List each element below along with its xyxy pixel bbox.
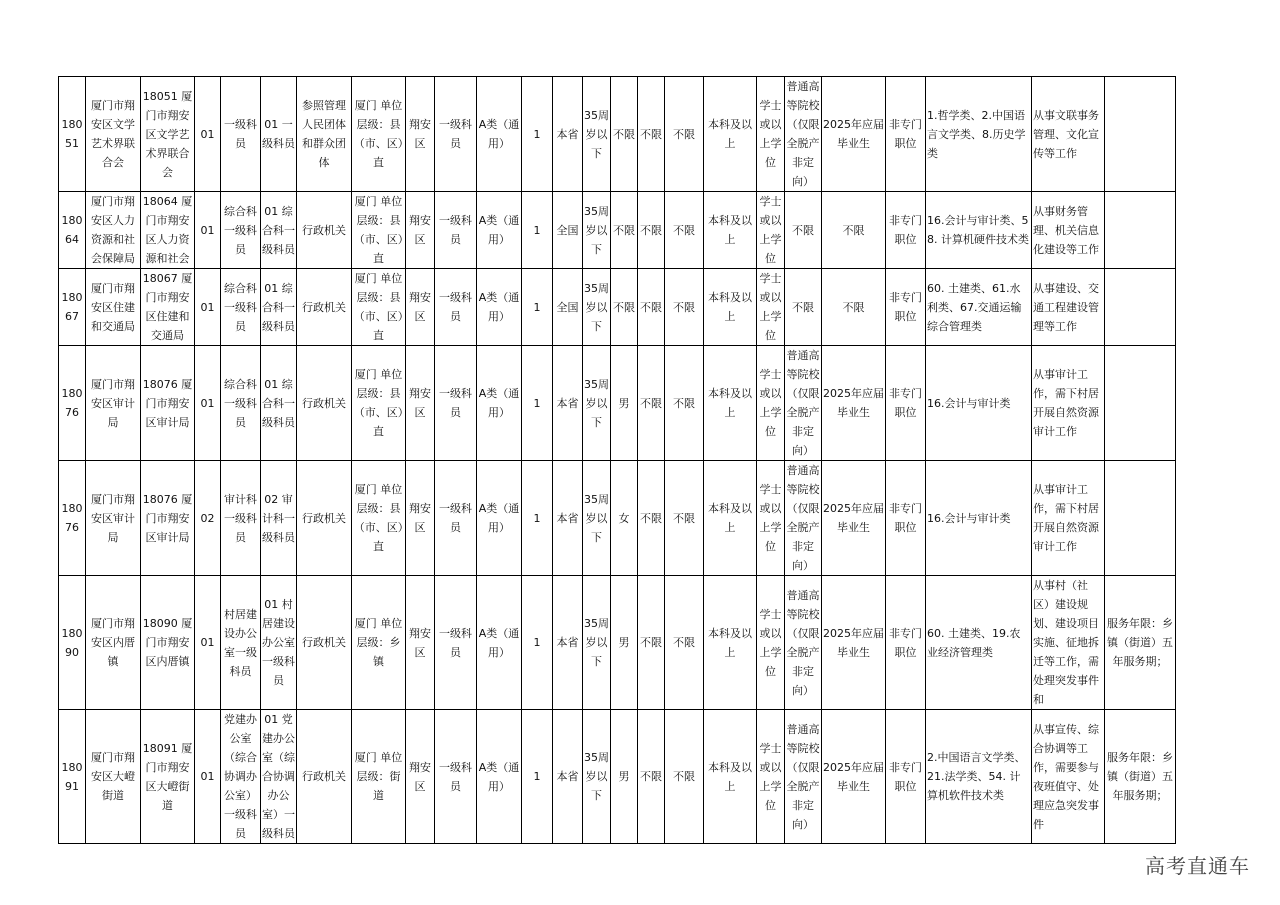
cell-work-location: 翔安区 [406, 461, 435, 576]
cell-notes: 服务年限：乡镇（街道）五年服务期； [1105, 576, 1176, 710]
cell-political-status: 不限 [665, 77, 704, 192]
cell-employer: 厦门市翔安区住建和交通局 [86, 269, 141, 346]
cell-employer: 厦门市翔安区大嶝街道 [86, 710, 141, 844]
cell-age: 35周岁以下 [583, 461, 611, 576]
cell-job-duties: 从事财务管理、机关信息化建设等工作 [1032, 192, 1105, 269]
cell-notes [1105, 461, 1176, 576]
cell-exam-category: A类（通用） [477, 269, 522, 346]
cell-position-code-name: 01 综合科一级科员 [261, 269, 297, 346]
cell-position-number: 01 [195, 77, 221, 192]
cell-rank: 一级科员 [435, 576, 477, 710]
cell-gender: 男 [611, 576, 638, 710]
cell-position-name: 综合科一级科员 [221, 269, 261, 346]
cell-work-location: 翔安区 [406, 710, 435, 844]
cell-degree: 学士或以上学位 [757, 269, 785, 346]
cell-work-location: 翔安区 [406, 192, 435, 269]
cell-unit-level: 厦门 单位层级：县（市、区）直 [352, 77, 406, 192]
cell-position-number: 01 [195, 192, 221, 269]
cell-position-code: 18051 [59, 77, 86, 192]
cell-notes [1105, 346, 1176, 461]
cell-rank: 一级科员 [435, 346, 477, 461]
cell-position-type: 非专门职位 [886, 77, 926, 192]
cell-household-scope: 本省 [553, 346, 583, 461]
cell-major: 16.会计与审计类 [926, 461, 1032, 576]
cell-position-name: 党建办公室（综合协调办公室）一级科员 [221, 710, 261, 844]
cell-degree: 学士或以上学位 [757, 461, 785, 576]
table-row [59, 710, 1176, 844]
cell-political-status: 不限 [665, 710, 704, 844]
cell-employer: 厦门市翔安区人力资源和社会保障局 [86, 192, 141, 269]
cell-position-number: 01 [195, 576, 221, 710]
cell-position-code: 18091 [59, 710, 86, 844]
cell-job-duties: 从事村（社区）建设规划、建设项目实施、征地拆迁等工作，需处理突发事件和 [1032, 576, 1105, 710]
cell-position-type: 非专门职位 [886, 461, 926, 576]
cell-degree: 学士或以上学位 [757, 346, 785, 461]
cell-position-code: 18090 [59, 576, 86, 710]
cell-major: 2.中国语言文学类、21.法学类、54. 计算机软件技术类 [926, 710, 1032, 844]
cell-job-duties: 从事审计工作，需下村居开展自然资源审计工作 [1032, 346, 1105, 461]
cell-political-status: 不限 [665, 346, 704, 461]
cell-employer-code-name: 18051 厦门市翔安区文学艺术界联合会 [141, 77, 195, 192]
cell-unit-level: 厦门 单位层级：县（市、区）直 [352, 192, 406, 269]
cell-age: 35周岁以下 [583, 576, 611, 710]
cell-education: 本科及以上 [704, 710, 757, 844]
cell-institution-type: 不限 [785, 192, 822, 269]
cell-headcount: 1 [522, 269, 553, 346]
cell-position-name: 综合科一级科员 [221, 192, 261, 269]
cell-position-code: 18076 [59, 461, 86, 576]
cell-age: 35周岁以下 [583, 710, 611, 844]
cell-job-duties: 从事建设、交通工程建设管理等工作 [1032, 269, 1105, 346]
cell-education: 本科及以上 [704, 461, 757, 576]
cell-position-code: 18064 [59, 192, 86, 269]
cell-position-code: 18067 [59, 269, 86, 346]
cell-ethnicity: 不限 [638, 461, 665, 576]
cell-work-location: 翔安区 [406, 576, 435, 710]
cell-unit-nature: 行政机关 [297, 269, 352, 346]
cell-position-type: 非专门职位 [886, 346, 926, 461]
cell-gender: 不限 [611, 269, 638, 346]
cell-institution-type: 普通高等院校（仅限全脱产非定向） [785, 77, 822, 192]
cell-applicant-type: 2025年应届毕业生 [822, 346, 886, 461]
cell-gender: 不限 [611, 192, 638, 269]
cell-employer-code-name: 18091 厦门市翔安区大嶝街道 [141, 710, 195, 844]
cell-degree: 学士或以上学位 [757, 77, 785, 192]
cell-applicant-type: 不限 [822, 192, 886, 269]
cell-political-status: 不限 [665, 576, 704, 710]
cell-exam-category: A类（通用） [477, 77, 522, 192]
cell-political-status: 不限 [665, 269, 704, 346]
cell-unit-level: 厦门 单位层级：县（市、区）直 [352, 269, 406, 346]
cell-employer-code-name: 18064 厦门市翔安区人力资源和社会 [141, 192, 195, 269]
cell-employer: 厦门市翔安区文学艺术界联合会 [86, 77, 141, 192]
cell-ethnicity: 不限 [638, 576, 665, 710]
cell-position-code-name: 01 村居建设办公室一级科员 [261, 576, 297, 710]
cell-household-scope: 本省 [553, 576, 583, 710]
cell-position-code: 18076 [59, 346, 86, 461]
cell-notes [1105, 192, 1176, 269]
cell-employer-code-name: 18090 厦门市翔安区内厝镇 [141, 576, 195, 710]
cell-position-code-name: 01 党建办公室（综合协调办公室）一级科员 [261, 710, 297, 844]
cell-applicant-type: 不限 [822, 269, 886, 346]
cell-degree: 学士或以上学位 [757, 576, 785, 710]
cell-gender: 男 [611, 710, 638, 844]
table-row [59, 576, 1176, 710]
cell-position-code-name: 01 一级科员 [261, 77, 297, 192]
positions-table [58, 76, 1176, 844]
cell-position-type: 非专门职位 [886, 192, 926, 269]
cell-major: 1.哲学类、2.中国语言文学类、8.历史学类 [926, 77, 1032, 192]
cell-institution-type: 普通高等院校（仅限全脱产非定向） [785, 461, 822, 576]
cell-age: 35周岁以下 [583, 192, 611, 269]
cell-unit-level: 厦门 单位层级：街道 [352, 710, 406, 844]
cell-institution-type: 普通高等院校（仅限全脱产非定向） [785, 710, 822, 844]
cell-position-code-name: 02 审计科一级科员 [261, 461, 297, 576]
cell-job-duties: 从事审计工作，需下村居开展自然资源审计工作 [1032, 461, 1105, 576]
cell-exam-category: A类（通用） [477, 461, 522, 576]
cell-unit-nature: 行政机关 [297, 576, 352, 710]
cell-job-duties: 从事文联事务管理、文化宣传等工作 [1032, 77, 1105, 192]
cell-notes [1105, 269, 1176, 346]
table-row [59, 269, 1176, 346]
cell-notes: 服务年限：乡镇（街道）五年服务期； [1105, 710, 1176, 844]
cell-position-name: 一级科员 [221, 77, 261, 192]
cell-education: 本科及以上 [704, 576, 757, 710]
cell-applicant-type: 2025年应届毕业生 [822, 461, 886, 576]
cell-gender: 不限 [611, 77, 638, 192]
cell-applicant-type: 2025年应届毕业生 [822, 710, 886, 844]
cell-employer-code-name: 18076 厦门市翔安区审计局 [141, 346, 195, 461]
cell-major: 16.会计与审计类 [926, 346, 1032, 461]
cell-household-scope: 本省 [553, 710, 583, 844]
cell-household-scope: 本省 [553, 461, 583, 576]
cell-degree: 学士或以上学位 [757, 710, 785, 844]
cell-institution-type: 不限 [785, 269, 822, 346]
cell-work-location: 翔安区 [406, 346, 435, 461]
cell-education: 本科及以上 [704, 269, 757, 346]
cell-major: 60. 土建类、61.水利类、67.交通运输综合管理类 [926, 269, 1032, 346]
cell-degree: 学士或以上学位 [757, 192, 785, 269]
cell-notes [1105, 77, 1176, 192]
cell-position-number: 01 [195, 269, 221, 346]
cell-unit-level: 厦门 单位层级：县（市、区）直 [352, 346, 406, 461]
cell-exam-category: A类（通用） [477, 192, 522, 269]
cell-exam-category: A类（通用） [477, 346, 522, 461]
cell-position-name: 审计科一级科员 [221, 461, 261, 576]
cell-unit-nature: 行政机关 [297, 346, 352, 461]
table-row [59, 461, 1176, 576]
cell-position-type: 非专门职位 [886, 269, 926, 346]
cell-unit-nature: 行政机关 [297, 461, 352, 576]
cell-position-name: 综合科一级科员 [221, 346, 261, 461]
cell-job-duties: 从事宣传、综合协调等工作，需要参与夜班值守、处理应急突发事件 [1032, 710, 1105, 844]
cell-unit-level: 厦门 单位层级：县（市、区）直 [352, 461, 406, 576]
cell-employer: 厦门市翔安区审计局 [86, 461, 141, 576]
cell-ethnicity: 不限 [638, 192, 665, 269]
cell-ethnicity: 不限 [638, 269, 665, 346]
cell-major: 60. 土建类、19.农业经济管理类 [926, 576, 1032, 710]
cell-applicant-type: 2025年应届毕业生 [822, 77, 886, 192]
table-row [59, 77, 1176, 192]
cell-ethnicity: 不限 [638, 77, 665, 192]
cell-rank: 一级科员 [435, 77, 477, 192]
cell-household-scope: 全国 [553, 269, 583, 346]
cell-exam-category: A类（通用） [477, 576, 522, 710]
cell-position-number: 02 [195, 461, 221, 576]
cell-position-type: 非专门职位 [886, 710, 926, 844]
cell-headcount: 1 [522, 192, 553, 269]
cell-gender: 女 [611, 461, 638, 576]
cell-employer-code-name: 18076 厦门市翔安区审计局 [141, 461, 195, 576]
cell-major: 16.会计与审计类、58. 计算机硬件技术类 [926, 192, 1032, 269]
cell-headcount: 1 [522, 710, 553, 844]
cell-education: 本科及以上 [704, 346, 757, 461]
cell-position-name: 村居建设办公室一级科员 [221, 576, 261, 710]
cell-rank: 一级科员 [435, 710, 477, 844]
cell-unit-nature: 参照管理人民团体和群众团体 [297, 77, 352, 192]
cell-position-code-name: 01 综合科一级科员 [261, 192, 297, 269]
cell-rank: 一级科员 [435, 461, 477, 576]
cell-employer-code-name: 18067 厦门市翔安区住建和交通局 [141, 269, 195, 346]
cell-household-scope: 全国 [553, 192, 583, 269]
cell-political-status: 不限 [665, 192, 704, 269]
cell-position-type: 非专门职位 [886, 576, 926, 710]
cell-employer: 厦门市翔安区审计局 [86, 346, 141, 461]
cell-age: 35周岁以下 [583, 269, 611, 346]
cell-position-code-name: 01 综合科一级科员 [261, 346, 297, 461]
cell-education: 本科及以上 [704, 192, 757, 269]
table-row [59, 192, 1176, 269]
cell-position-number: 01 [195, 710, 221, 844]
cell-work-location: 翔安区 [406, 269, 435, 346]
cell-institution-type: 普通高等院校（仅限全脱产非定向） [785, 346, 822, 461]
cell-headcount: 1 [522, 346, 553, 461]
cell-political-status: 不限 [665, 461, 704, 576]
cell-unit-nature: 行政机关 [297, 710, 352, 844]
cell-unit-level: 厦门 单位层级：乡镇 [352, 576, 406, 710]
cell-rank: 一级科员 [435, 192, 477, 269]
cell-age: 35周岁以下 [583, 77, 611, 192]
cell-education: 本科及以上 [704, 77, 757, 192]
cell-unit-nature: 行政机关 [297, 192, 352, 269]
cell-headcount: 1 [522, 77, 553, 192]
cell-rank: 一级科员 [435, 269, 477, 346]
cell-institution-type: 普通高等院校（仅限全脱产非定向） [785, 576, 822, 710]
cell-position-number: 01 [195, 346, 221, 461]
cell-exam-category: A类（通用） [477, 710, 522, 844]
cell-gender: 男 [611, 346, 638, 461]
cell-work-location: 翔安区 [406, 77, 435, 192]
cell-headcount: 1 [522, 461, 553, 576]
cell-ethnicity: 不限 [638, 710, 665, 844]
watermark: 高考直通车 [1145, 854, 1250, 878]
table-row [59, 346, 1176, 461]
cell-ethnicity: 不限 [638, 346, 665, 461]
cell-age: 35周岁以下 [583, 346, 611, 461]
cell-applicant-type: 2025年应届毕业生 [822, 576, 886, 710]
cell-employer: 厦门市翔安区内厝镇 [86, 576, 141, 710]
cell-headcount: 1 [522, 576, 553, 710]
cell-household-scope: 本省 [553, 77, 583, 192]
